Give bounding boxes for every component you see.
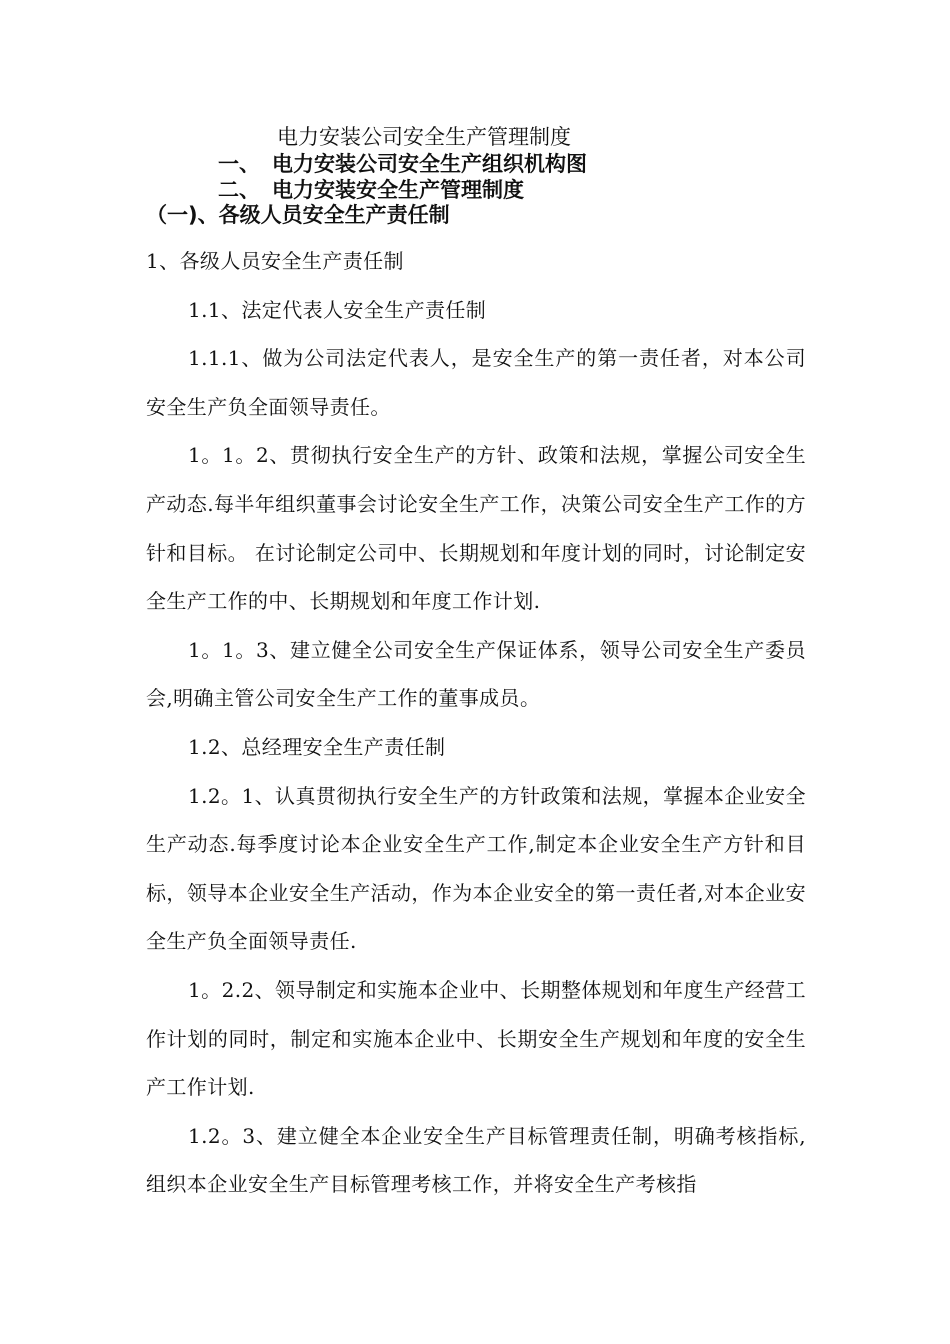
paragraph-1-1-2: 1。1。2、贯彻执行安全生产的方针、政策和法规，掌握公司安全生产动态.每半年组织董事会讨论安全生产工作，决策公司安全生产工作的方针和目标。 在讨论制定公司中、长期规划和年度计划的同时，讨论制定安全生产工作的中、长期规划和年度工作计划. <box>146 443 806 614</box>
paragraph-1-2-2: 1。2.2、领导制定和实施本企业中、长期整体规划和年度生产经营工作计划的同时，制定和实施本企业中、长期安全生产规划和年度的安全生产工作计划. <box>146 977 806 1100</box>
paragraph-1-1-1: 1.1.1、做为公司法定代表人，是安全生产的第一责任者，对本公司安全生产负全面领导责任。 <box>146 346 806 419</box>
paragraph-1: 1、各级人员安全生产责任制 <box>146 249 404 273</box>
document-body <box>146 237 806 1209</box>
section-title: 电力安装安全生产管理制度 <box>272 178 524 202</box>
paragraph-1-1: 1.1、法定代表人安全生产责任制 <box>188 297 487 322</box>
paragraph-1-2-3: 1.2。3、建立健全本企业安全生产目标管理责任制，明确考核指标,组织本企业安全生产目标管理考核工作，并将安全生产考核指 <box>146 1123 806 1197</box>
section-number: 一、 <box>218 152 260 176</box>
document-title: 电力安装公司安全生产管理制度 <box>277 125 571 149</box>
section-heading-1 <box>218 150 587 178</box>
section-heading-2 <box>218 176 524 204</box>
section-title: 电力安装公司安全生产组织机构图 <box>272 152 587 176</box>
paragraph-1-1-3: 1。1。3、建立健全公司安全生产保证体系，领导公司安全生产委员会,明确主管公司安全生产工作的董事成员。 <box>146 637 806 711</box>
subsection-heading: （一)、各级人员安全生产责任制 <box>146 203 450 227</box>
paragraph-1-2-1: 1.2。1、认真贯彻执行安全生产的方针政策和法规，掌握本企业安全生产动态.每季度讨论本企业安全生产工作,制定本企业安全生产方针和目标，领导本企业安全生产活动，作为本企业安全的第一责任者,对本企业安全生产负全面领导责任. <box>146 783 806 954</box>
paragraph-1-2: 1.2、总经理安全生产责任制 <box>188 734 446 759</box>
section-number: 二、 <box>218 178 260 202</box>
